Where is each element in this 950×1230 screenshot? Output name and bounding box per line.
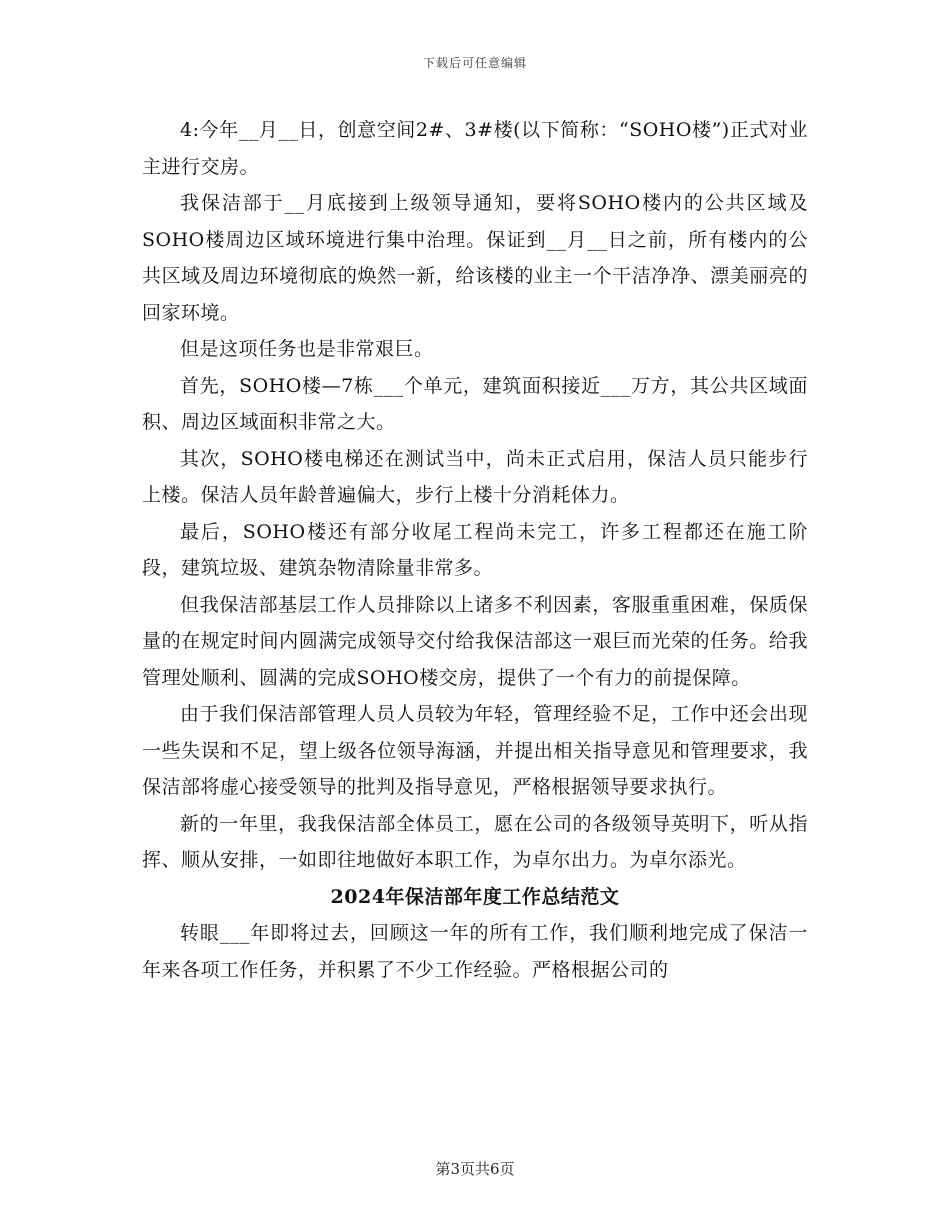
document-body xyxy=(142,112,808,988)
paragraph: 我保洁部于__月底接到上级领导通知，要将SOHO楼内的公共区域及SOHO楼周边区域环境进行集中治理。保证到__月__日之前，所有楼内的公共区域及周边环境彻底的焕然一新，给该楼的业主一个干洁净净、漂美丽亮的回家环境。 xyxy=(142,192,808,324)
page-header: 下载后可任意编辑 xyxy=(422,56,527,70)
section-title: 2024年保洁部年度工作总结范文 xyxy=(330,885,620,908)
paragraph: 首先，SOHO楼—7栋___个单元，建筑面积接近___万方，其公共区域面积、周边区域面积非常之大。 xyxy=(142,374,808,433)
paragraph: 但我保洁部基层工作人员排除以上诸多不利因素，客服重重困难，保质保量的在规定时间内圆满完成领导交付给我保洁部这一艰巨而光荣的任务。给我管理处顺利、圆满的完成SOHO楼交房，提供了一个有力的前提保障。 xyxy=(142,593,808,689)
paragraph: 最后，SOHO楼还有部分收尾工程尚未完工，许多工程都还在施工阶段，建筑垃圾、建筑杂物清除量非常多。 xyxy=(142,520,808,579)
paragraph: 新的一年里，我我保洁部全体员工，愿在公司的各级领导英明下，听从指挥、顺从安排，一如即往地做好本职工作，为卓尔出力。为卓尔添光。 xyxy=(142,812,808,871)
paragraph: 其次，SOHO楼电梯还在测试当中，尚未正式启用，保洁人员只能步行上楼。保洁人员年龄普遍偏大，步行上楼十分消耗体力。 xyxy=(142,447,808,506)
paragraph: 由于我们保洁部管理人员人员较为年轻，管理经验不足，工作中还会出现一些失误和不足，望上级各位领导海涵，并提出相关指导意见和管理要求，我保洁部将虚心接受领导的批判及指导意见，严格根据领导要求执行。 xyxy=(142,703,808,798)
paragraph: 4:今年__月__日，创意空间2#、3#楼(以下简称：“SOHO楼”)正式对业主进行交房。 xyxy=(142,119,808,178)
paragraph: 转眼___年即将过去，回顾这一年的所有工作，我们顺利地完成了保洁一年来各项工作任务，并积累了不少工作经验。严格根据公司的 xyxy=(142,922,808,981)
page-footer: 第3页共6页 xyxy=(435,1160,515,1178)
paragraph: 但是这项任务也是非常艰巨。 xyxy=(180,338,434,360)
